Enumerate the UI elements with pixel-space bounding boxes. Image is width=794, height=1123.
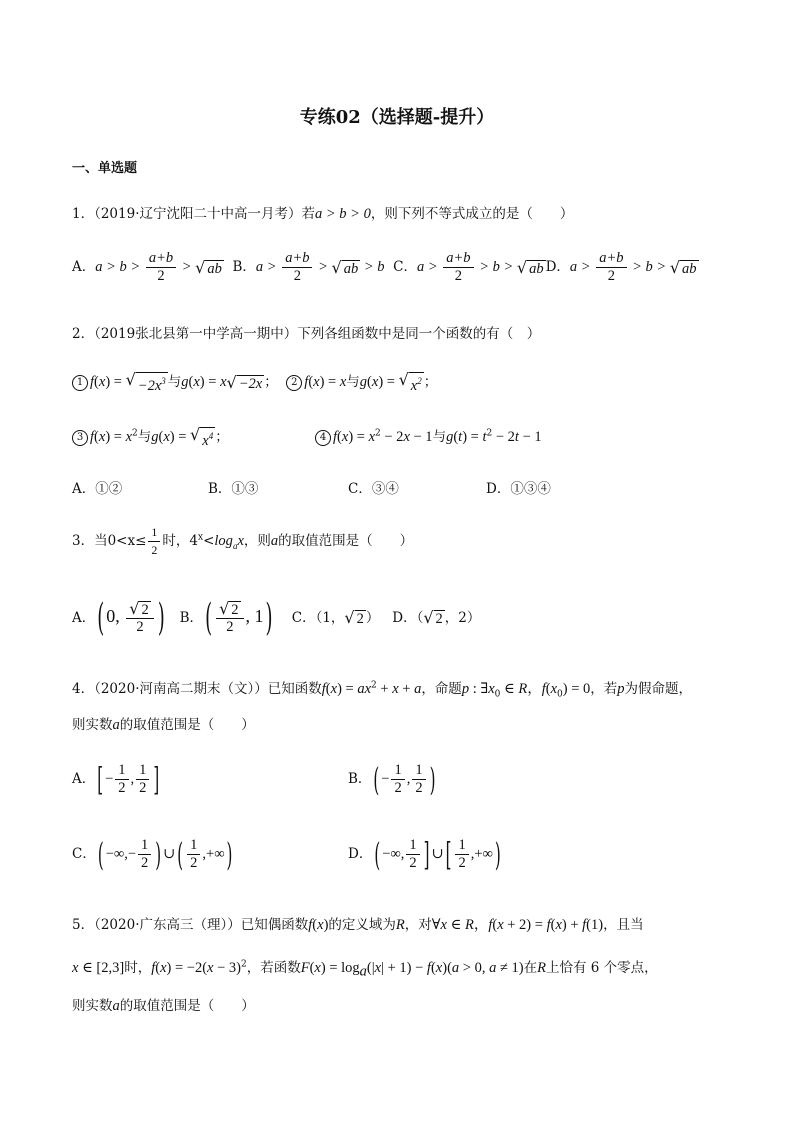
question-4-line-2: 则实数a的取值范围是（ ）: [72, 717, 255, 733]
question-5-line-2: x ∈ [2,3]时，$f(x) = -2(x - 3)^2$，若函数$F(x) = \log_a(|x| + 1) - f(x)(a > 0$, a ≠ 1)在R上恰有 6 个零点，: [72, 959, 658, 980]
q2-option-d: D．①③④: [486, 481, 551, 497]
q1-option-a: A．a > b > $\frac{a+b}{2}$ > √ ab: [72, 250, 222, 284]
circled-2-icon: 2: [286, 375, 302, 391]
q1-option-d: D．a > $\frac{a+b}{2}$ > b > √ ab: [545, 250, 697, 284]
question-2-stem: 2．（2019张北县第一中学高一期中）下列各组函数中是同一个函数的有（ ）: [72, 326, 541, 342]
q2-option-c: C．③④: [348, 481, 399, 497]
q3-option-a: A． ( 0, √ 2 2 ): [72, 595, 165, 641]
q3-option-b: B． ( √ 2 2 , 1 ): [179, 595, 273, 641]
q4-option-b: B． ( − $\frac{1}{2}$ , $\frac{1}{2}$ ): [348, 760, 436, 799]
question-1-stem: 1．（2019·辽宁沈阳二十中高一月考）若a > b > 0，则下列不等式成立的是（ ）: [72, 206, 574, 222]
question-2-items-1-2: 1 f(x) = √ $-2x^3$ 与g(x) = x √ −2x ； 2 f(x) = x与g(x) = √ $x^2$ ；: [72, 370, 437, 394]
q3-option-d: D．（ √ 2 ，2）: [392, 608, 481, 627]
circled-1-icon: 1: [72, 375, 88, 391]
question-2-item-4: 4 $f(x) = x^2 - 2x - 1$与$g(t) = t^2 - 2t - 1$: [315, 425, 542, 446]
q4-option-a: A． [ − $\frac{1}{2}$ , $\frac{1}{2}$ ]: [72, 760, 160, 799]
q3-option-c: C．（1， √ 2 ）: [291, 608, 380, 627]
circled-3-icon: 3: [72, 430, 88, 446]
question-3-options: [72, 595, 481, 641]
q2-option-a: A．①②: [72, 481, 123, 497]
q1-option-b: B．a > $\frac{a+b}{2}$ > √ ab > b: [232, 250, 385, 284]
q1-option-c: C．a > $\frac{a+b}{2}$ > b > √ ab: [393, 250, 544, 284]
circled-4-icon: 4: [315, 430, 331, 446]
section-heading: 一、单选题: [72, 161, 138, 176]
question-2-item-3: 3 $f(x) = x^2$与g(x) = √ $x^4$ ；: [72, 425, 229, 449]
question-5-stem: 5．（2020·广东高三（理））已知偶函数f(x)的定义域为R，对∀x ∈ R，f(x + 2) = f(x) + f(1)，且当: [72, 917, 644, 933]
q1-condition: a > b > 0: [315, 206, 371, 222]
q4-option-c: C． ( −∞,− $\frac{1}{2}$ ) ∪ ( $\frac{1}{2}$ ,+∞ ): [72, 835, 233, 874]
question-1-options: [72, 250, 699, 285]
question-4-stem: 4．（2020·河南高二期末（文））已知函数$f(x) = ax^2 + x + a$，命题p : $\exists x_0$ ∈ R，$f(x_0) = 0$，若p为假命题，: [72, 680, 693, 700]
q2-option-b: B．①③: [208, 481, 259, 497]
question-5-line-3: 则实数a的取值范围是（ ）: [72, 998, 255, 1014]
q4-option-d: D． ( −∞, $\frac{1}{2}$ ] ∪ [ $\frac{1}{2}$ ,+∞ ): [348, 835, 501, 874]
page-title: 专练02（选择题-提升）: [299, 107, 495, 128]
question-3-stem: 3．当0<x≤ $\frac{1}{2}$ 时，$4^x<\log_ax$，则a的取值范围是（ ）: [72, 525, 414, 557]
